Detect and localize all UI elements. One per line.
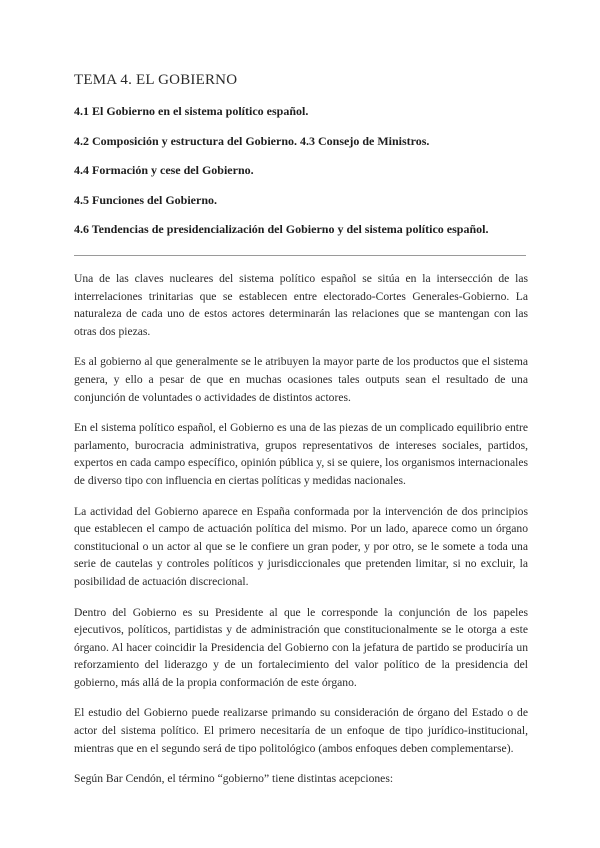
- paragraph: Dentro del Gobierno es su Presidente al que le corresponde la conjunción de los papeles ejecutivos, políticos, partidistas y de administración que constitucionalmente se le otorga a este órgano. Al hacer coincidir la Presidencia del Gobierno con la jefatura de partido se produciría un reforzamiento del liderazgo y de un fortalecimiento del valor político de la presidencia del gobierno, más allá de la propia conformación de este órgano.: [74, 605, 528, 689]
- table-of-contents: [74, 104, 534, 252]
- paragraph: Una de las claves nucleares del sistema político español se sitúa en la intersección de las interrelaciones trinitarias que se establecen entre electorado-Cortes Generales-Gobierno. La naturaleza de cada uno de estos actores determinarán las relaciones que se mantengan con las otras dos piezas.: [74, 272, 528, 338]
- paragraph: La actividad del Gobierno aparece en España conformada por la intervención de dos principios que establecen el campo de actuación política del mismo. Por un lado, aparece como un órgano constitucional o un actor al que se le confiere un gran poder, y por otro, se le somete a toda una serie de cautelas y controles políticos y jurisdiccionales que pretenden limitar, si no excluir, la posibilidad de actuación discrecional.: [74, 504, 528, 588]
- document-title: TEMA 4. EL GOBIERNO: [74, 72, 238, 88]
- body-text: [74, 270, 528, 801]
- paragraph: Según Bar Cendón, el término “gobierno” tiene distintas acepciones:: [74, 772, 394, 786]
- paragraph: El estudio del Gobierno puede realizarse primando su consideración de órgano del Estado o de actor del sistema político. El primero necesitaría de un enfoque de tipo jurídico-institucional, mientras que en el segundo será de tipo politológico (ambos enfoques deben complementarse).: [74, 706, 528, 755]
- toc-item: 4.5 Funciones del Gobierno.: [74, 192, 218, 207]
- toc-item: 4.4 Formación y cese del Gobierno.: [74, 163, 254, 177]
- toc-item: 4.6 Tendencias de presidencialización del Gobierno y del sistema político español.: [74, 222, 489, 236]
- paragraph: En el sistema político español, el Gobierno es una de las piezas de un complicado equilibrio entre parlamento, burocracia administrativa, grupos representativos de intereses sociales, partidos, expertos en cada campo específico, opinión pública y, si se quiere, los organismos internacionales de diverso tipo con influencia en ciertas políticas y medidas nacionales.: [74, 421, 528, 487]
- section-divider: [74, 255, 526, 256]
- toc-item: 4.2 Composición y estructura del Gobierno. 4.3 Consejo de Ministros.: [74, 133, 430, 148]
- toc-item: 4.1 El Gobierno en el sistema político español.: [74, 104, 309, 118]
- paragraph: Es al gobierno al que generalmente se le atribuyen la mayor parte de los productos que el sistema genera, y ello a pesar de que en muchas ocasiones tales outputs sean el resultado de una conjunción de voluntades o actividades de distintos actores.: [74, 355, 528, 404]
